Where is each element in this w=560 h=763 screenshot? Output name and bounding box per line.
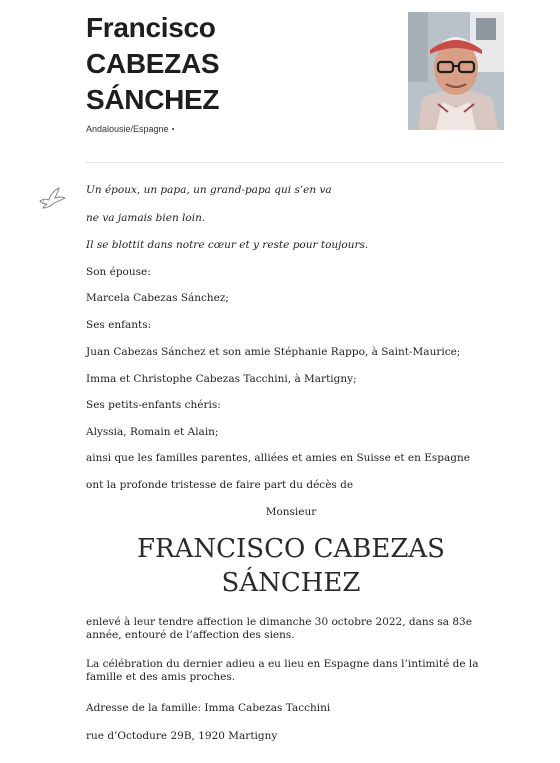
poem-line-3: Il se blottit dans notre cœur et y reste pour toujours. xyxy=(86,239,369,251)
location xyxy=(86,124,219,134)
first-name: Francisco xyxy=(86,12,216,43)
poem-line-2: ne va jamais bien loin. xyxy=(86,212,206,224)
family-address-label: Adresse de la famille: Imma Cabezas Tacchini xyxy=(86,702,331,714)
portrait-illustration xyxy=(408,12,504,130)
children-label: Ses enfants: xyxy=(86,319,152,331)
last-name-1: CABEZAS xyxy=(86,48,220,79)
obituary-header xyxy=(86,10,504,162)
child-2: Imma et Christophe Cabezas Tacchini, à Martigny; xyxy=(86,373,357,385)
spouse-label: Son épouse: xyxy=(86,266,151,278)
poem-line-1: Un époux, un papa, un grand-papa qui s’en va xyxy=(86,184,332,196)
child-1: Juan Cabezas Sánchez et son amie Stéphanie Rappo, à Saint-Maurice; xyxy=(86,346,461,358)
deceased-name-heading xyxy=(86,10,219,134)
grandchildren-label: Ses petits-enfants chéris: xyxy=(86,399,221,411)
portrait-photo xyxy=(408,12,504,130)
deceased-name-2: SÁNCHEZ xyxy=(221,568,361,598)
families-line: ainsi que les familles parentes, alliées et amies en Suisse et en Espagne xyxy=(86,452,470,464)
last-name-2: SÁNCHEZ xyxy=(86,84,220,115)
honorific: Monsieur xyxy=(265,506,317,518)
separator-dot xyxy=(172,128,174,130)
ceremony-info: La célébration du dernier adieu a eu lieu en Espagne dans l’intimité de la famille et des amis proches. xyxy=(86,658,479,683)
header-divider xyxy=(86,162,504,163)
location-text: Andalousie/Espagne xyxy=(86,124,169,134)
grandchildren-names: Alyssia, Romain et Alain; xyxy=(86,426,219,438)
dove-icon xyxy=(37,184,67,214)
announcement-line: ont la profonde tristesse de faire part du décès de xyxy=(86,479,354,491)
spouse-name: Marcela Cabezas Sánchez; xyxy=(86,292,229,304)
family-address: rue d’Octodure 29B, 1920 Martigny xyxy=(86,730,278,742)
death-details: enlevé à leur tendre affection le dimanche 30 octobre 2022, dans sa 83e année, entouré de l’affection des siens. xyxy=(86,616,472,641)
deceased-name-1: FRANCISCO CABEZAS xyxy=(136,534,445,564)
